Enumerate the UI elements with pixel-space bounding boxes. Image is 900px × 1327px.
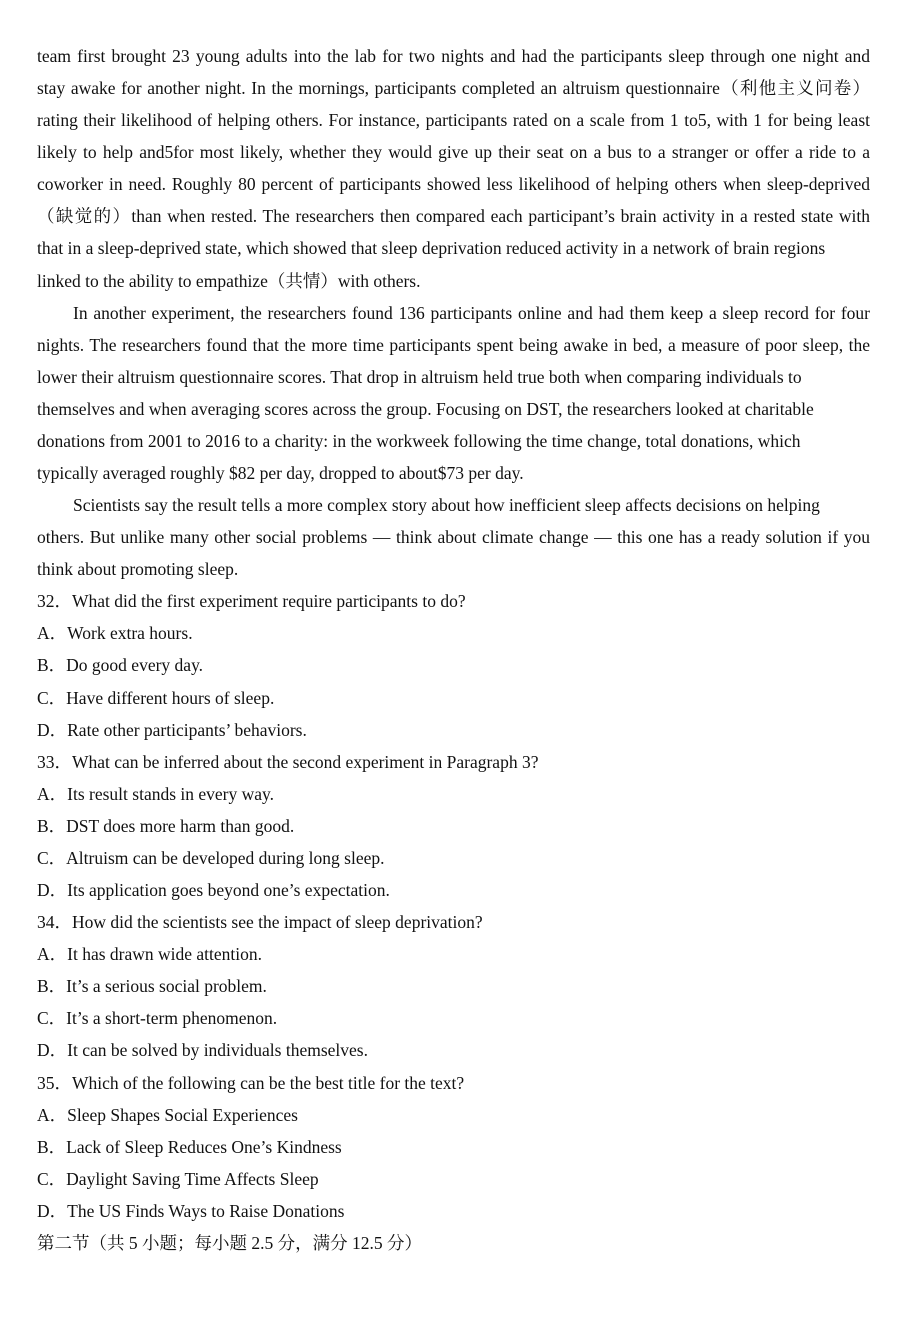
- answer-option: B．DST does more harm than good.: [37, 815, 295, 836]
- question-stem: 33．What can be inferred about the second experiment in Paragraph 3?: [37, 751, 539, 772]
- paragraph-line: rating their likelihood of helping others. For instance, participants rated on a scale from 1 to5, with 1 for being least: [37, 110, 870, 131]
- paragraph-line: stay awake for another night. In the mornings, participants completed an altruism questionnaire（利他主义问卷）: [37, 78, 870, 99]
- question-stem: 32．What did the first experiment require participants to do?: [37, 591, 466, 612]
- answer-option: D．Rate other participants’ behaviors.: [37, 719, 307, 740]
- paragraph-line: nights. The researchers found that the more time participants spent being awake in bed, a measure of poor sleep, the: [37, 334, 870, 355]
- paragraph-line: others. But unlike many other social problems — think about climate change — this one has a ready solution if you: [37, 527, 870, 548]
- answer-option: A．It has drawn wide attention.: [37, 944, 263, 965]
- answer-option: B．It’s a serious social problem.: [37, 976, 267, 997]
- answer-option: B．Lack of Sleep Reduces One’s Kindness: [37, 1136, 342, 1157]
- paragraph-line: lower their altruism questionnaire scores. That drop in altruism held true both when comparing individuals to: [37, 366, 802, 387]
- paragraph-line: themselves and when averaging scores across the group. Focusing on DST, the researchers looked at charitable: [37, 398, 814, 419]
- answer-option: C．Have different hours of sleep.: [37, 687, 275, 708]
- paragraph-line: （缺觉的）than when rested. The researchers then compared each participant’s brain activity in a rested state with: [37, 206, 870, 227]
- paragraph-line: coworker in need. Roughly 80 percent of participants showed less likelihood of helping others when sleep-deprived: [37, 174, 870, 195]
- answer-option: C．Altruism can be developed during long sleep.: [37, 847, 385, 868]
- paragraph-line: typically averaged roughly $82 per day, dropped to about$73 per day.: [37, 463, 524, 484]
- answer-option: C．It’s a short-term phenomenon.: [37, 1008, 278, 1029]
- answer-option: A．Work extra hours.: [37, 623, 193, 644]
- paragraph-line: In another experiment, the researchers found 136 participants online and had them keep a sleep record for four: [73, 302, 870, 323]
- paragraph-line: team first brought 23 young adults into the lab for two nights and had the participants sleep through one night and: [37, 46, 870, 66]
- document-page: [37, 40, 872, 1259]
- paragraph-line: linked to the ability to empathize（共情）with others.: [37, 270, 421, 291]
- answer-option: A．Its result stands in every way.: [37, 783, 275, 804]
- question-stem: 34．How did the scientists see the impact of sleep deprivation?: [37, 912, 483, 933]
- answer-option: C．Daylight Saving Time Affects Sleep: [37, 1168, 319, 1189]
- section-heading: 第二节（共 5 小题；每小题 2.5 分，满分 12.5 分）: [37, 1232, 422, 1253]
- paragraph-line: donations from 2001 to 2016 to a charity: in the workweek following the time change, total donations, which: [37, 430, 801, 451]
- answer-option: D．It can be solved by individuals themselves.: [37, 1040, 368, 1061]
- answer-option: D．Its application goes beyond one’s expectation.: [37, 880, 390, 901]
- answer-option: D．The US Finds Ways to Raise Donations: [37, 1200, 345, 1221]
- answer-option: B．Do good every day.: [37, 655, 204, 676]
- question-stem: 35．Which of the following can be the best title for the text?: [37, 1072, 465, 1093]
- answer-option: A．Sleep Shapes Social Experiences: [37, 1104, 298, 1125]
- paragraph-line: that in a sleep-deprived state, which showed that sleep deprivation reduced activity in a network of brain regions: [37, 238, 826, 259]
- paragraph-line: think about promoting sleep.: [37, 559, 239, 580]
- paragraph-line: likely to help and5for most likely, whether they would give up their seat on a bus to a stranger or offer a ride to a: [37, 142, 870, 163]
- paragraph-line: Scientists say the result tells a more complex story about how inefficient sleep affects decisions on helping: [73, 495, 820, 516]
